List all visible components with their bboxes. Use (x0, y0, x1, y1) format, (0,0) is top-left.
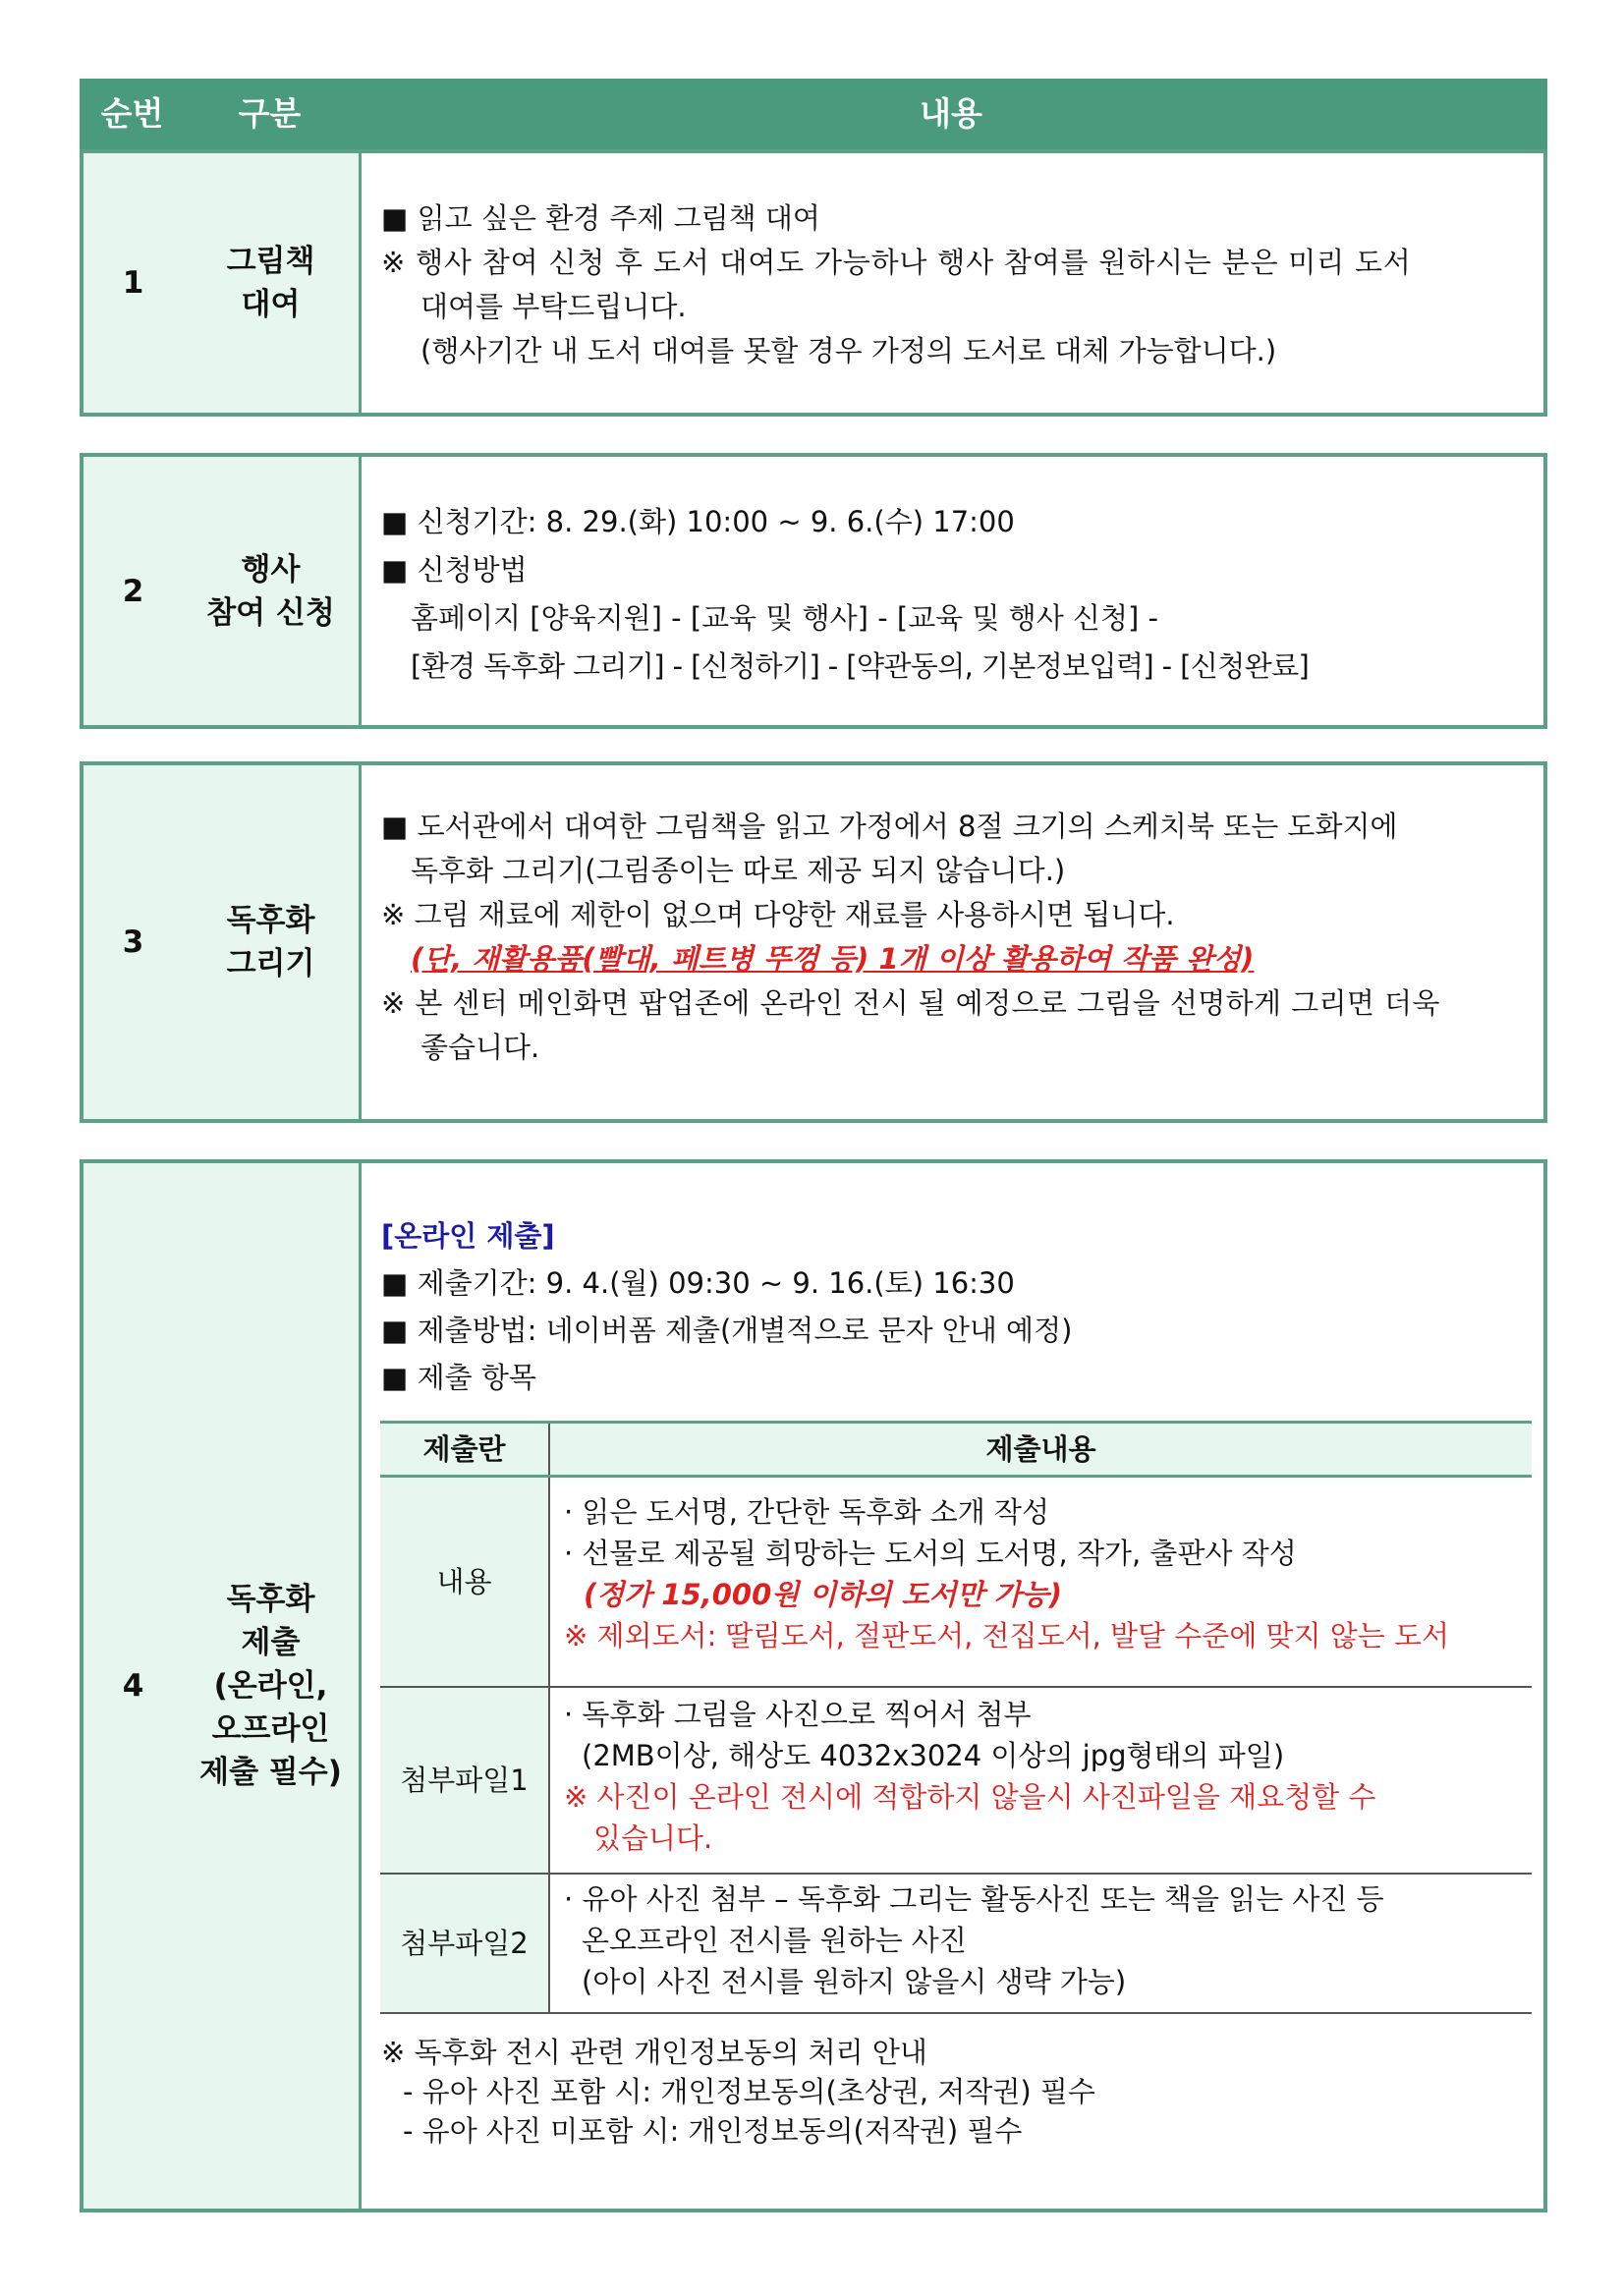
sub-row (380, 1874, 1532, 2013)
row-3 (80, 761, 1547, 1123)
text-line: - 유아 사진 미포함 시: 개인정보동의(저작권) 필수 (403, 2114, 1023, 2148)
text-line: ※ 행사 참여 신청 후 도서 대여도 가능하나 행사 참여를 원하시는 분은 미리 도서 (381, 246, 1412, 279)
text-line: ■ 읽고 싶은 환경 주제 그림책 대여 (381, 201, 820, 235)
highlight-note: (단, 재활용품(빨대, 페트병 뚜껑 등) 1개 이상 활용하여 작품 완성) (411, 942, 1255, 976)
text-line: - 유아 사진 포함 시: 개인정보동의(초상권, 저작권) 필수 (403, 2075, 1095, 2108)
header-content: 내용 (920, 94, 982, 133)
text-line: ※ 제외도서: 딸림도서, 절판도서, 전집도서, 발달 수준에 맞지 않는 도서 (564, 1619, 1450, 1652)
sub-row-label: 내용 (380, 1477, 549, 1687)
text-line: ■ 도서관에서 대여한 그림책을 읽고 가정에서 8절 크기의 스케치북 또는 도화지에 (381, 810, 1398, 843)
header-num: 순번 (100, 94, 164, 133)
text-line: 독후화 그리기(그림종이는 따로 제공 되지 않습니다.) (411, 854, 1066, 887)
text-line: 대여를 부탁드립니다. (420, 290, 687, 323)
text-line: · 선물로 제공될 희망하는 도서의 도서명, 작가, 출판사 작성 (564, 1537, 1297, 1570)
text-line: 좋습니다. (420, 1031, 540, 1064)
submission-table (380, 1421, 1532, 2014)
table-header (80, 79, 1547, 149)
text-line: ■ 제출기간: 9. 4.(월) 09:30 ~ 9. 16.(토) 16:30 (381, 1266, 1015, 1300)
text-line: 홈페이지 [양육지원] - [교육 및 행사] - [교육 및 행사 신청] - (411, 601, 1158, 635)
privacy-notes (381, 2033, 1095, 2151)
text-line: · 읽은 도서명, 간단한 독후화 소개 작성 (564, 1495, 1049, 1529)
text-line: (2MB이상, 해상도 4032x3024 이상의 jpg형태의 파일) (582, 1738, 1285, 1772)
row-2 (80, 453, 1547, 729)
highlight-note: (정가 15,000원 이하의 도서만 가능) (584, 1578, 1062, 1611)
text-line: ※ 본 센터 메인화면 팝업존에 온라인 전시 될 예정으로 그림을 선명하게 그리면 더욱 (381, 986, 1440, 1020)
text-line: · 유아 사진 첨부 – 독후화 그리는 활동사진 또는 책을 읽는 사진 등 (564, 1881, 1384, 1916)
text-line: ■ 신청방법 (381, 553, 528, 587)
text-line: ■ 신청기간: 8. 29.(화) 10:00 ~ 9. 6.(수) 17:00 (381, 505, 1015, 538)
text-line: ■ 제출 항목 (381, 1361, 536, 1394)
row-num: 2 (84, 457, 186, 725)
row-content (362, 457, 1543, 725)
sub-row-label: 첨부파일2 (380, 1874, 549, 2013)
row-category: 독후화 제출 (온라인, 오프라인 제출 필수) (183, 1163, 362, 2209)
row-category: 독후화 그리기 (183, 765, 362, 1119)
text-line: ※ 독후화 전시 관련 개인정보동의 처리 안내 (381, 2036, 927, 2069)
text-line: 온오프라인 전시를 원하는 사진 (582, 1923, 967, 1957)
row-content (362, 153, 1543, 413)
text-line: · 독후화 그림을 사진으로 찍어서 첨부 (564, 1697, 1032, 1731)
row-num: 3 (84, 765, 186, 1119)
row-1 (80, 149, 1547, 417)
sub-row (380, 1477, 1532, 1687)
row-num: 4 (84, 1163, 186, 2209)
sub-row-label: 첨부파일1 (380, 1687, 549, 1874)
text-line: ■ 제출방법: 네이버폼 제출(개별적으로 문자 안내 예정) (381, 1314, 1073, 1347)
text-line: [환경 독후화 그리기] - [신청하기] - [약관동의, 기본정보입력] - [신청완료] (411, 649, 1310, 683)
text-line: 있습니다. (593, 1820, 713, 1855)
text-line: (아이 사진 전시를 원하지 않을시 생략 가능) (582, 1964, 1127, 1998)
sub-header-field: 제출란 (380, 1423, 549, 1477)
sub-row (380, 1687, 1532, 1874)
row-content (362, 765, 1543, 1119)
row-num: 1 (84, 153, 186, 413)
sub-header-content: 제출내용 (549, 1423, 1532, 1477)
text-line: (행사기간 내 도서 대여를 못할 경우 가정의 도서로 대체 가능합니다.) (420, 334, 1277, 367)
row-4 (80, 1159, 1547, 2212)
row-category: 그림책 대여 (183, 153, 362, 413)
header-category: 구분 (238, 94, 302, 133)
text-line: ※ 사진이 온라인 전시에 적합하지 않을시 사진파일을 재요청할 수 (564, 1779, 1376, 1814)
text-line: ※ 그림 재료에 제한이 없으며 다양한 재료를 사용하시면 됩니다. (381, 898, 1175, 931)
online-title: [온라인 제출] (381, 1219, 555, 1253)
row-category: 행사 참여 신청 (183, 457, 362, 725)
